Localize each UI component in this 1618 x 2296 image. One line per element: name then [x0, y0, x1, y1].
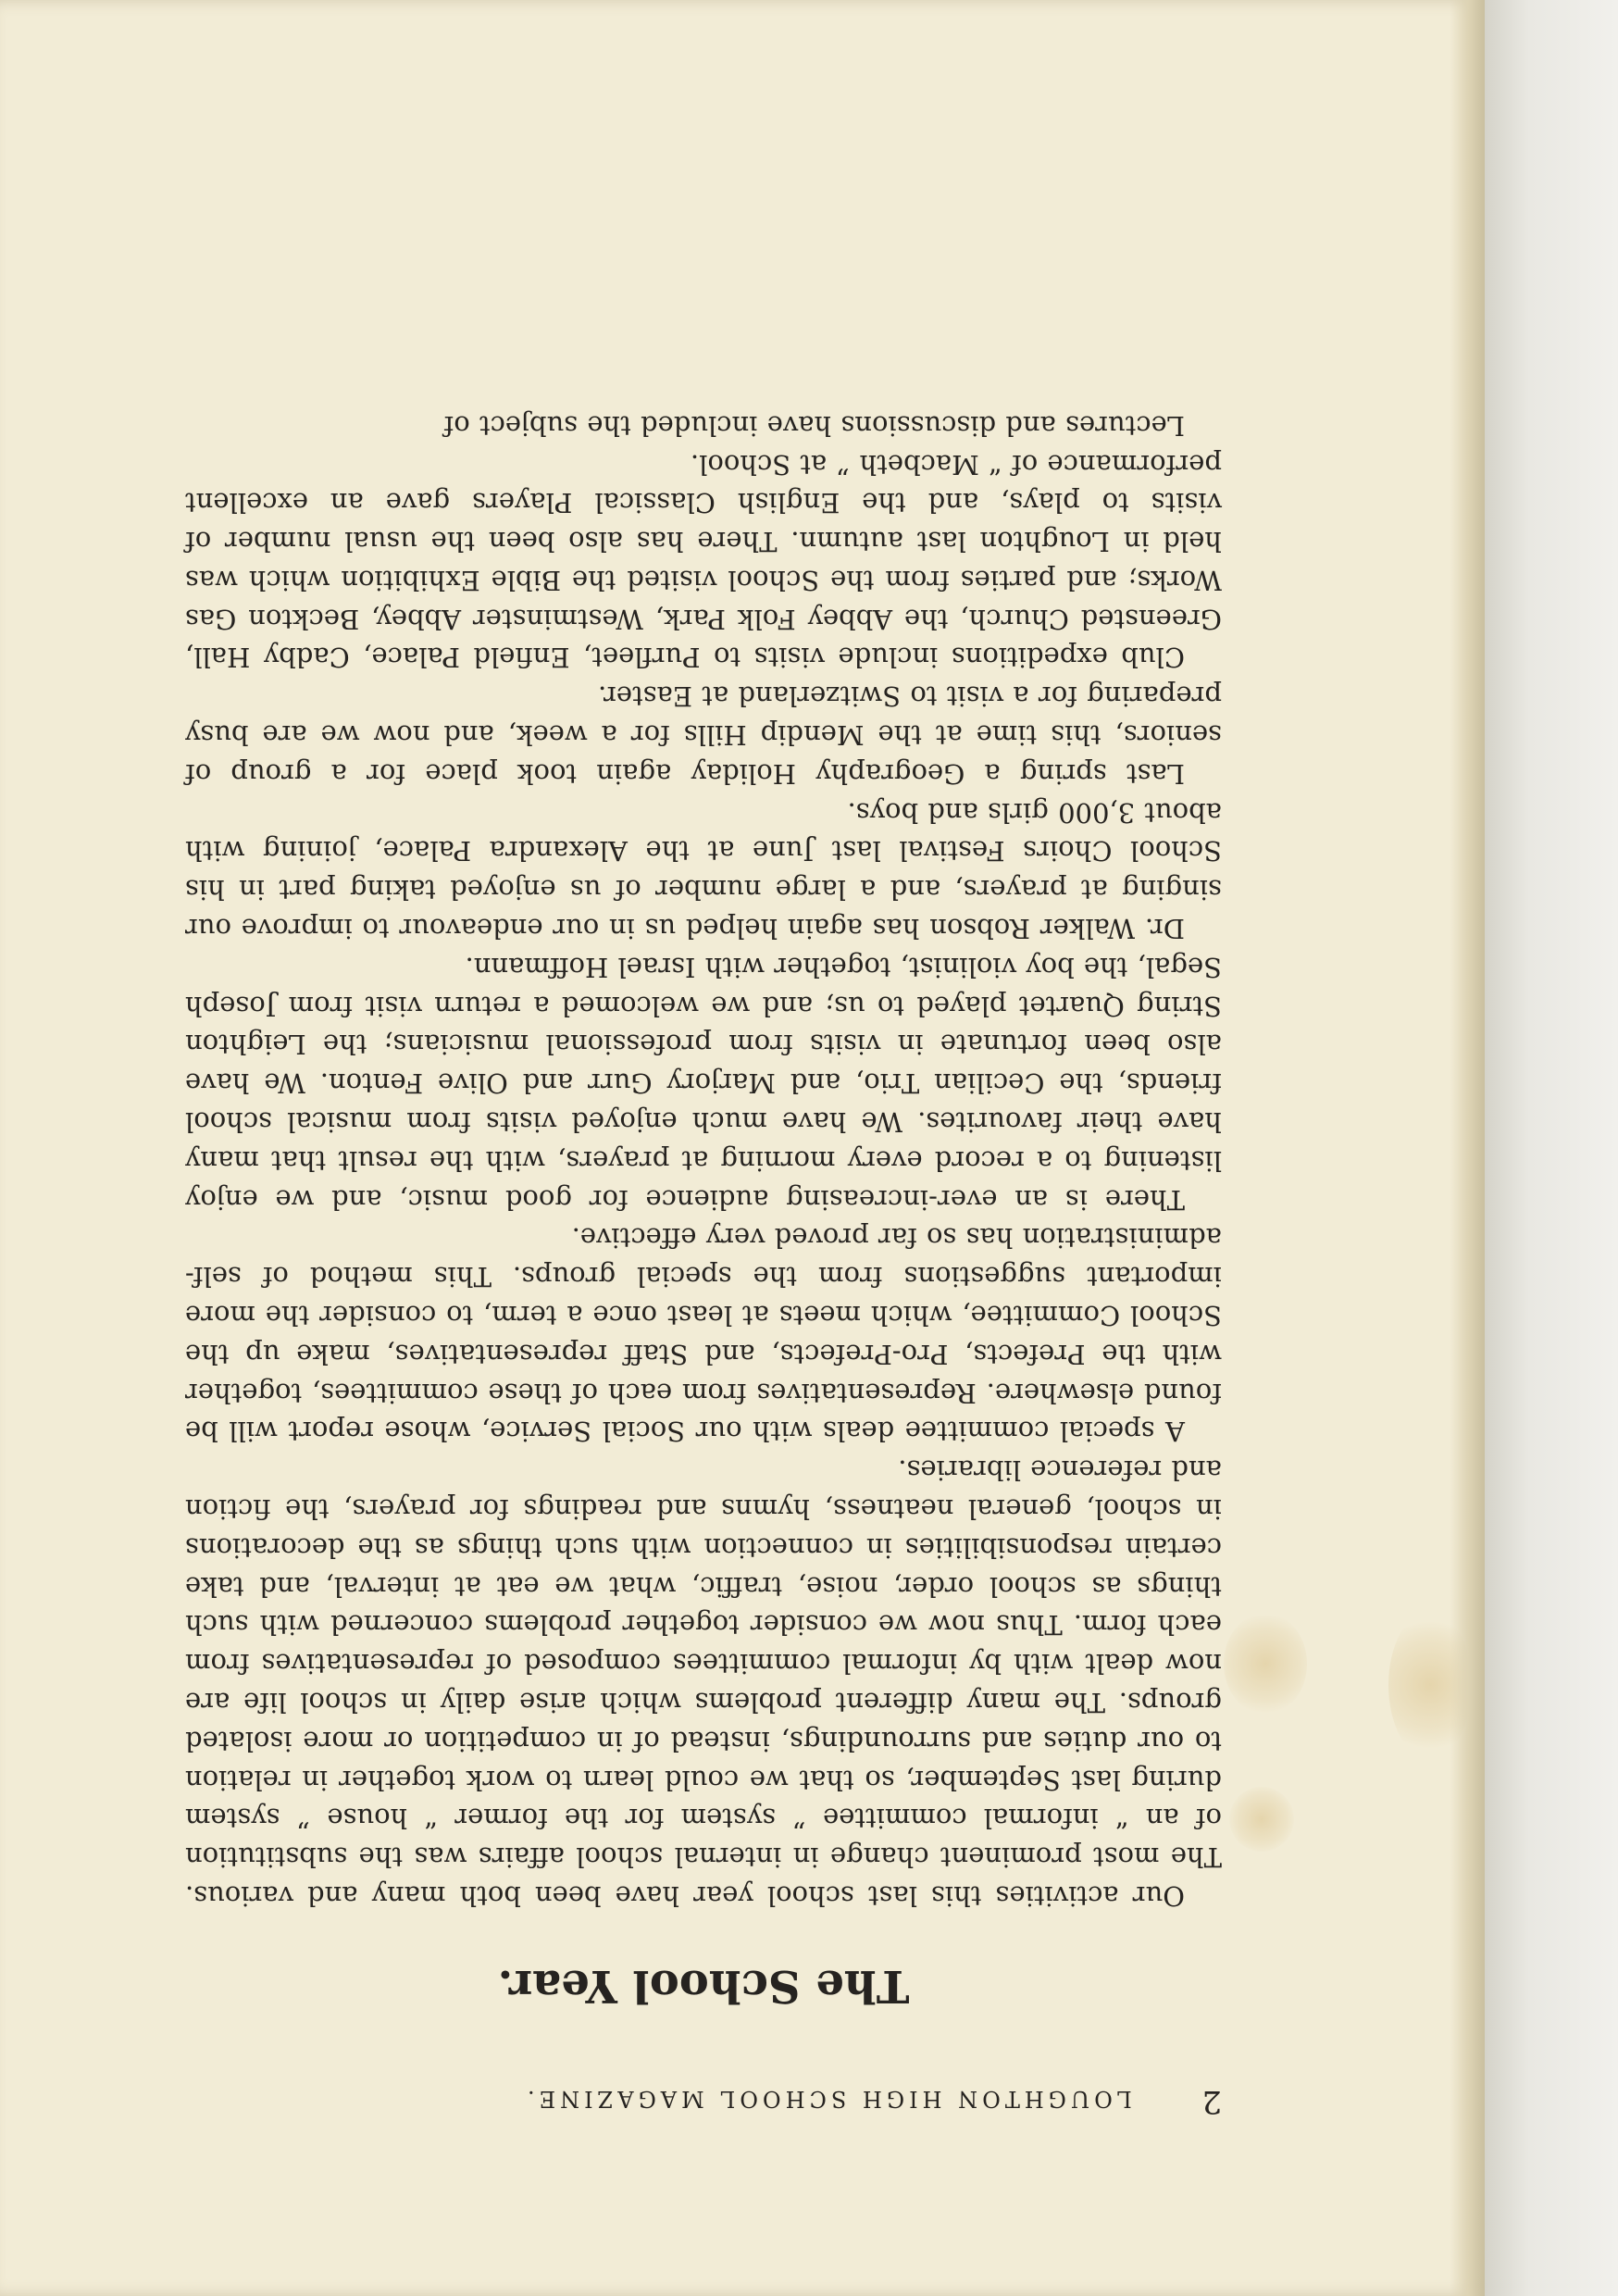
- paragraph-lectures: Lectures and discussions have included the subject of: [443, 409, 1185, 442]
- foxing-stain: [1224, 1613, 1307, 1715]
- paragraph-geography-holiday: Last spring a Geography Holiday again took place for a group of seniors, this time at the Mendip Hills for a week, and now we are busy preparing for a visit to Switzerland at Easter.: [185, 680, 1222, 790]
- page-number: 2: [1201, 2083, 1222, 2120]
- page-content-upside-down: [185, 199, 1222, 2120]
- paragraph-committees: A special committee deals with our Social Service, whose report will be found elsewhere. Representatives from each of these committees, together with the Prefects, Pro-Prefects, and Staff representatives, make up the School Committee, which meets at least once a term, to consider the more important suggestions from the special groups. This method of self-administration has so far proved very effective.: [185, 1222, 1222, 1448]
- article-body: [185, 406, 1222, 1915]
- scan-background: [1481, 0, 1618, 2296]
- paragraph-activities: Our activities this last school year have been both many and various. The most prominent change in internal school affairs was the substitution of an “ informal committee ” system for the former “ house ” system during last September, so that we could learn to work together in relation to our duties and surroundings, instead of in competition or more isolated groups. The many different problems which arise daily in school life are now dealt with by informal committees composed of representatives from each form. Thus now we consider together problems concerned with such things as school order, noise, traffic, what we eat at interval, and take certain responsibilities in connection with such things as the decorations in school, general neatness, hymns and readings for prayers, the fiction and reference libraries.: [185, 1454, 1222, 1912]
- article-title: The School Year.: [497, 1960, 910, 2012]
- paragraph-music: There is an ever-increasing audience for good music, and we enjoy listening to a record every morning at prayers, with the result that many have their favourites. We have much enjoyed visits from musical school friends, the Cecilian Trio, and Marjory Gurr and Olive Fenton. We have also been fortunate in visits from professional musicians; the Leighton String Quartet played to us; and we welcomed a return visit from Joseph Segal, the boy violinist, together with Israel Hoffmann.: [185, 951, 1222, 1216]
- magazine-title: LOUGHTON HIGH SCHOOL MAGAZINE.: [523, 2086, 1132, 2112]
- foxing-stain: [1229, 1787, 1294, 1852]
- paragraph-club-expeditions: Club expeditions include visits to Purfleet, Enfield Palace, Cadby Hall, Greensted Church, the Abbey Folk Park, Westminster Abbey, Beckton Gas Works; and parties from the School visited the Bible Exhibition which was held in Loughton last autumn. There has also been the usual number of visits to plays, and the English Classical Players gave an excellent performance of “ Macbeth ” at School.: [185, 448, 1222, 674]
- running-head: [185, 2074, 1222, 2120]
- paragraph-singing: Dr. Walker Robson has again helped us in our endeavour to improve our singing at prayers, and a large number of us enjoyed taking part in his School Choirs Festival last June at the Alexandra Palace, joining with about 3,000 girls and boys.: [185, 796, 1222, 945]
- page-edge-shadow: [1450, 0, 1485, 2296]
